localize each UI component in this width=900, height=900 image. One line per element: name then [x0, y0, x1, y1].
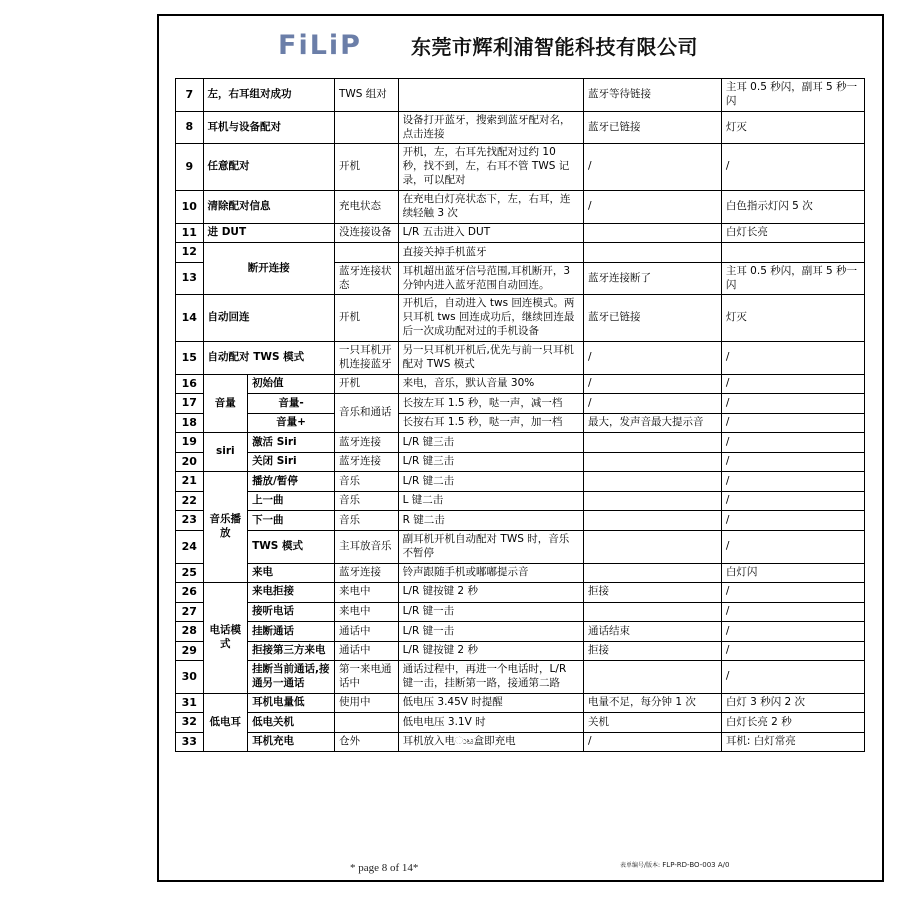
row-indicator: 耳机: 白灯常亮 [721, 732, 864, 752]
row-number: 26 [176, 583, 204, 603]
row-prompt: / [584, 394, 722, 414]
row-operation: R 键二击 [398, 511, 583, 531]
table-row [176, 342, 865, 375]
row-number: 14 [176, 295, 204, 342]
row-function: 关闭 Siri [248, 452, 335, 472]
table-row [176, 713, 865, 733]
row-function: 耳机与设备配对 [203, 111, 334, 144]
spec-table [175, 78, 865, 752]
row-number: 32 [176, 713, 204, 733]
row-operation: L/R 键二击 [398, 472, 583, 492]
row-number: 12 [176, 243, 204, 263]
row-number: 9 [176, 144, 204, 191]
row-operation: 通话过程中，再进一个电话时，L/R 键一击，挂断第一路，接通第二路 [398, 661, 583, 694]
row-operation: L/R 五击进入 DUT [398, 223, 583, 243]
row-number: 21 [176, 472, 204, 492]
row-operation: L 键二击 [398, 491, 583, 511]
table-row [176, 472, 865, 492]
row-indicator: 主耳 0.5 秒闪，副耳 5 秒一闪 [721, 79, 864, 112]
row-function: 音量+ [248, 413, 335, 433]
row-prompt: 关机 [584, 713, 722, 733]
row-number: 31 [176, 693, 204, 713]
row-operation: L/R 键按键 2 秒 [398, 641, 583, 661]
row-prompt: 拒接 [584, 583, 722, 603]
table-row [176, 413, 865, 433]
table-row [176, 374, 865, 394]
row-indicator: / [721, 583, 864, 603]
row-state: 开机 [334, 374, 398, 394]
row-indicator: / [721, 622, 864, 642]
row-operation [398, 79, 583, 112]
row-number: 18 [176, 413, 204, 433]
row-state: 使用中 [334, 693, 398, 713]
row-prompt [584, 491, 722, 511]
row-number: 30 [176, 661, 204, 694]
row-function: 上一曲 [248, 491, 335, 511]
row-function: 低电关机 [248, 713, 335, 733]
row-state: 音乐 [334, 472, 398, 492]
row-indicator: / [721, 602, 864, 622]
row-indicator: / [721, 491, 864, 511]
table-row [176, 452, 865, 472]
row-prompt [584, 511, 722, 531]
row-function: 耳机充电 [248, 732, 335, 752]
table-row [176, 693, 865, 713]
document-code-label: 表单编号/版本: [620, 862, 661, 869]
row-state: 来电中 [334, 602, 398, 622]
row-operation: 副耳机开机自动配对 TWS 时，音乐不暂停 [398, 530, 583, 563]
row-function: 接听电话 [248, 602, 335, 622]
row-function: 来电拒接 [248, 583, 335, 603]
row-operation: 来电，音乐，默认音量 30% [398, 374, 583, 394]
filip-logo: FiLiP [278, 29, 362, 61]
table-row [176, 563, 865, 583]
row-number: 22 [176, 491, 204, 511]
row-operation: 耳机放入电ುಟ盒即充电 [398, 732, 583, 752]
row-operation: 直接关掉手机蓝牙 [398, 243, 583, 263]
row-function: 任意配对 [203, 144, 334, 191]
row-state: 主耳放音乐 [334, 530, 398, 563]
row-operation: L/R 键三击 [398, 452, 583, 472]
row-number: 11 [176, 223, 204, 243]
row-prompt [584, 530, 722, 563]
table-row [176, 144, 865, 191]
row-prompt: / [584, 342, 722, 375]
document-code-value: FLP-RD-BO-003 A/0 [662, 861, 730, 869]
row-number: 7 [176, 79, 204, 112]
row-operation: 长按左耳 1.5 秒，哒一声，减一档 [398, 394, 583, 414]
row-indicator: / [721, 144, 864, 191]
row-prompt: 蓝牙已链接 [584, 111, 722, 144]
table-row [176, 394, 865, 414]
row-function: 自动配对 TWS 模式 [203, 342, 334, 375]
row-prompt: / [584, 374, 722, 394]
row-function: 音量- [248, 394, 335, 414]
row-operation: 铃声跟随手机或嘟嘟提示音 [398, 563, 583, 583]
row-number: 10 [176, 191, 204, 224]
row-state: 通话中 [334, 622, 398, 642]
table-row [176, 661, 865, 694]
row-number: 8 [176, 111, 204, 144]
row-indicator: / [721, 641, 864, 661]
row-indicator: / [721, 472, 864, 492]
row-function: 耳机电量低 [248, 693, 335, 713]
document-header [175, 24, 865, 66]
row-operation: L/R 键按键 2 秒 [398, 583, 583, 603]
table-row [176, 602, 865, 622]
row-function: TWS 模式 [248, 530, 335, 563]
table-row [176, 223, 865, 243]
row-prompt [584, 243, 722, 263]
row-prompt [584, 433, 722, 453]
row-prompt: / [584, 191, 722, 224]
row-state: 蓝牙连接 [334, 433, 398, 453]
row-operation: 另一只耳机开机后,优先与前一只耳机配对 TWS 模式 [398, 342, 583, 375]
row-state: 第一来电通话中 [334, 661, 398, 694]
row-state [334, 713, 398, 733]
row-operation: 在充电白灯亮状态下，左，右耳，连续轻触 3 次 [398, 191, 583, 224]
row-operation: 设备打开蓝牙，搜索到蓝牙配对名，点击连接 [398, 111, 583, 144]
row-function: 下一曲 [248, 511, 335, 531]
row-number: 24 [176, 530, 204, 563]
row-indicator: 灯灭 [721, 111, 864, 144]
row-prompt [584, 602, 722, 622]
row-state: 充电状态 [334, 191, 398, 224]
row-function: 来电 [248, 563, 335, 583]
row-state: 蓝牙连接 [334, 452, 398, 472]
table-row [176, 111, 865, 144]
row-operation: 低电压 3.45V 时提醒 [398, 693, 583, 713]
row-indicator: / [721, 433, 864, 453]
row-operation: 耳机超出蓝牙信号范围,耳机断开，3 分钟内进入蓝牙范围自动回连。 [398, 262, 583, 295]
row-category: 电话模式 [203, 583, 248, 694]
row-state [334, 243, 398, 263]
row-number: 15 [176, 342, 204, 375]
row-operation: 开机，左，右耳先找配对过约 10 秒，找不到，左，右耳不管 TWS 记录，可以配对 [398, 144, 583, 191]
row-number: 23 [176, 511, 204, 531]
row-indicator: / [721, 661, 864, 694]
spec-table-body [176, 79, 865, 752]
row-state: 蓝牙连接 [334, 563, 398, 583]
row-number: 27 [176, 602, 204, 622]
row-number: 19 [176, 433, 204, 453]
row-prompt: 蓝牙连接断了 [584, 262, 722, 295]
table-row [176, 491, 865, 511]
row-state: 开机 [334, 295, 398, 342]
row-indicator: / [721, 342, 864, 375]
row-prompt: 电量不足，每分钟 1 次 [584, 693, 722, 713]
row-operation: L/R 键一击 [398, 602, 583, 622]
row-prompt [584, 452, 722, 472]
row-function: 挂断通话 [248, 622, 335, 642]
table-row [176, 511, 865, 531]
row-operation: 开机后，自动进入 tws 回连模式。两只耳机 tws 回连成功后，继续回连最后一次成功配对过的手机设备 [398, 295, 583, 342]
row-number: 20 [176, 452, 204, 472]
row-number: 13 [176, 262, 204, 295]
row-indicator: / [721, 511, 864, 531]
row-function: 挂断当前通话,接通另一通话 [248, 661, 335, 694]
row-number: 16 [176, 374, 204, 394]
row-function: 播放/暂停 [248, 472, 335, 492]
table-row [176, 295, 865, 342]
row-prompt: 蓝牙已链接 [584, 295, 722, 342]
row-category: siri [203, 433, 248, 472]
row-function: 自动回连 [203, 295, 334, 342]
row-operation: L/R 键三击 [398, 433, 583, 453]
row-indicator: 白灯闪 [721, 563, 864, 583]
row-prompt: 蓝牙等待链接 [584, 79, 722, 112]
row-function: 清除配对信息 [203, 191, 334, 224]
table-row [176, 433, 865, 453]
row-state: 音乐 [334, 511, 398, 531]
row-state: 仓外 [334, 732, 398, 752]
row-state: 开机 [334, 144, 398, 191]
row-function: 左，右耳组对成功 [203, 79, 334, 112]
row-indicator [721, 243, 864, 263]
row-state: 通话中 [334, 641, 398, 661]
row-number: 25 [176, 563, 204, 583]
row-prompt [584, 563, 722, 583]
row-function: 断开连接 [203, 243, 334, 295]
row-category: 音量 [203, 374, 248, 433]
row-prompt [584, 223, 722, 243]
row-indicator: 主耳 0.5 秒闪，副耳 5 秒一闪 [721, 262, 864, 295]
table-row [176, 530, 865, 563]
table-row [176, 79, 865, 112]
table-row [176, 641, 865, 661]
row-state: 音乐 [334, 491, 398, 511]
row-prompt: 拒接 [584, 641, 722, 661]
row-function: 进 DUT [203, 223, 334, 243]
company-name: 东莞市辉利浦智能科技有限公司 [411, 34, 698, 59]
row-prompt [584, 661, 722, 694]
page-number: * page 8 of 14* [350, 862, 419, 874]
row-operation: L/R 键一击 [398, 622, 583, 642]
row-state: 来电中 [334, 583, 398, 603]
row-indicator: / [721, 413, 864, 433]
row-function: 初始值 [248, 374, 335, 394]
row-prompt: 最大，发声音最大提示音 [584, 413, 722, 433]
row-indicator: 白色指示灯闪 5 次 [721, 191, 864, 224]
row-operation: 长按右耳 1.5 秒，哒一声，加一档 [398, 413, 583, 433]
row-indicator: / [721, 452, 864, 472]
row-state: 没连接设备 [334, 223, 398, 243]
row-prompt [584, 472, 722, 492]
row-function: 激活 Siri [248, 433, 335, 453]
row-state: 蓝牙连接状态 [334, 262, 398, 295]
row-indicator: / [721, 394, 864, 414]
row-function: 拒接第三方来电 [248, 641, 335, 661]
table-row [176, 622, 865, 642]
row-state: 音乐和通话 [334, 394, 398, 433]
row-indicator: / [721, 374, 864, 394]
table-row [176, 243, 865, 263]
row-prompt: 通话结束 [584, 622, 722, 642]
row-state [334, 111, 398, 144]
row-prompt: / [584, 144, 722, 191]
row-indicator: 白灯长亮 2 秒 [721, 713, 864, 733]
table-row [176, 583, 865, 603]
row-indicator: / [721, 530, 864, 563]
row-number: 17 [176, 394, 204, 414]
row-indicator: 灯灭 [721, 295, 864, 342]
row-indicator: 白灯 3 秒闪 2 次 [721, 693, 864, 713]
row-category: 低电耳 [203, 693, 248, 752]
row-state: TWS 组对 [334, 79, 398, 112]
row-prompt: / [584, 732, 722, 752]
row-number: 33 [176, 732, 204, 752]
row-number: 28 [176, 622, 204, 642]
document-code [620, 860, 729, 869]
row-category: 音乐播放 [203, 472, 248, 583]
row-operation: 低电电压 3.1V 时 [398, 713, 583, 733]
row-indicator: 白灯长亮 [721, 223, 864, 243]
table-row [176, 732, 865, 752]
row-state: 一只耳机开机连接蓝牙 [334, 342, 398, 375]
table-row [176, 191, 865, 224]
row-number: 29 [176, 641, 204, 661]
